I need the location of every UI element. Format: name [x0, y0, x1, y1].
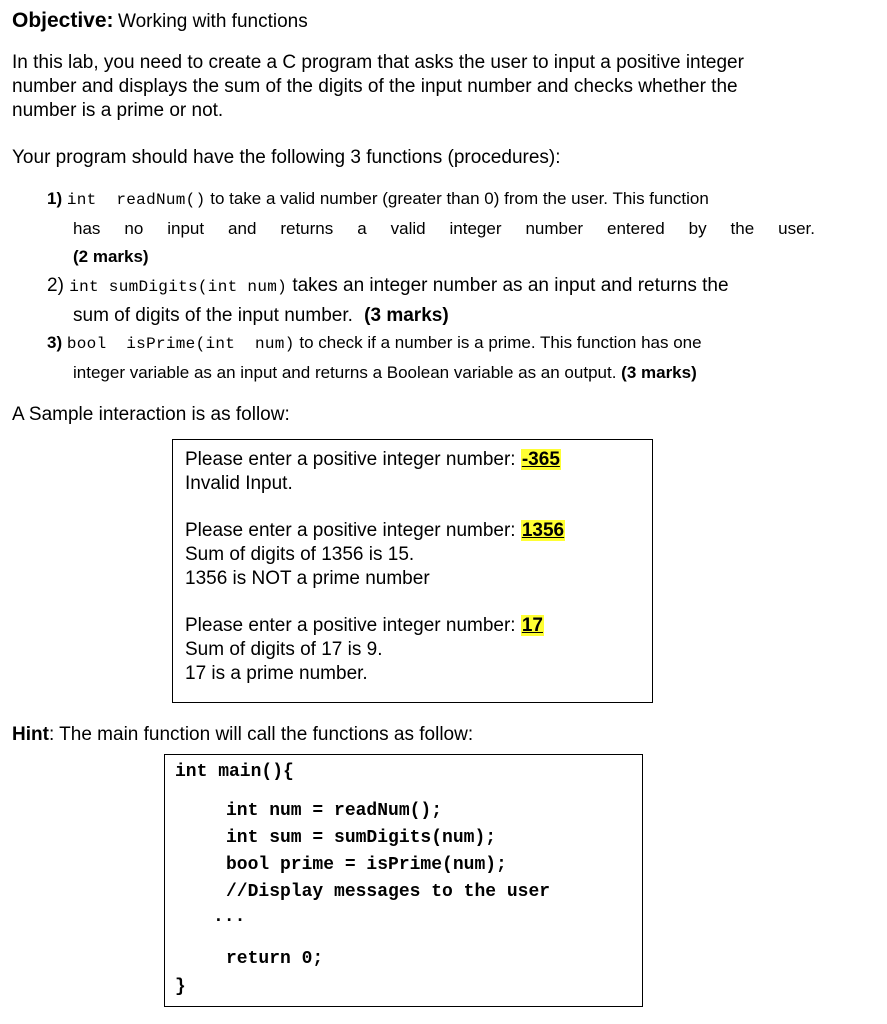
sample-prompt-3 — [185, 614, 544, 638]
function-1-line-1 — [47, 188, 709, 211]
function-1-line-2 — [73, 218, 815, 240]
user-input-highlight: -365 — [521, 449, 560, 470]
function-2-line-1 — [47, 274, 729, 299]
function-3-description-2: integer variable as an input and returns a Boolean variable as an output. — [73, 363, 617, 382]
intro-line-2: number and displays the sum of the digits of the input number and checks whether the — [12, 76, 738, 97]
code-ellipsis: ... — [213, 907, 246, 927]
objective-label: Objective: — [12, 9, 114, 32]
sample-output-line: 17 is a prime number. — [185, 663, 368, 684]
function-1-word: user. — [778, 219, 815, 238]
function-1-description: to take a valid number (greater than 0) from the user. This function — [210, 189, 709, 208]
prompt-text: Please enter a positive integer number: — [185, 520, 521, 541]
sample-output-line: Sum of digits of 1356 is 15. — [185, 544, 415, 565]
function-1-word: and — [228, 219, 257, 238]
function-1-signature: int readNum() — [66, 191, 206, 209]
function-1-word: returns — [280, 219, 334, 238]
sample-output-line: Sum of digits of 17 is 9. — [185, 639, 383, 660]
function-3-number: 3) — [47, 333, 63, 352]
sample-heading: A Sample interaction is as follow: — [12, 404, 290, 425]
prompt-text: Please enter a positive integer number: — [185, 449, 521, 470]
code-line: int sum = sumDigits(num); — [226, 828, 497, 848]
function-1-word: valid — [390, 219, 426, 238]
code-main-open: int main(){ — [175, 762, 294, 782]
code-main-close: } — [175, 977, 186, 997]
user-input-highlight: 1356 — [521, 520, 565, 541]
objective-text: Working with functions — [118, 11, 308, 32]
objective-heading — [12, 8, 308, 36]
function-1-word: the — [730, 219, 755, 238]
function-2-line-2 — [73, 304, 449, 328]
user-input-highlight: 17 — [521, 615, 543, 636]
intro-line-3: number is a prime or not. — [12, 100, 224, 121]
function-3-signature: bool isPrime(int num) — [66, 335, 295, 353]
function-1-word: number — [525, 219, 584, 238]
hint-line — [12, 723, 473, 747]
function-3-marks: (3 marks) — [621, 363, 697, 382]
sample-output-line: 1356 is NOT a prime number — [185, 568, 430, 589]
code-return: return 0; — [226, 949, 324, 969]
functions-intro: Your program should have the following 3 functions (procedures): — [12, 147, 561, 168]
function-2-description: takes an integer number as an input and returns the — [292, 275, 729, 296]
function-3-line-1 — [47, 332, 702, 355]
code-line: bool prime = isPrime(num); — [226, 855, 507, 875]
sample-prompt-2 — [185, 519, 565, 543]
code-comment: //Display messages to the user — [226, 882, 551, 902]
function-1-marks: (2 marks) — [73, 247, 149, 266]
code-line: int num = readNum(); — [226, 801, 443, 821]
intro-line-1: In this lab, you need to create a C program that asks the user to input a positive integer — [12, 52, 744, 73]
hint-label: Hint — [12, 724, 49, 745]
function-2-signature: int sumDigits(int num) — [69, 278, 288, 296]
function-1-word: a — [357, 219, 367, 238]
function-1-word: input — [167, 219, 205, 238]
function-3-description: to check if a number is a prime. This function has one — [299, 333, 702, 352]
function-1-word: no — [124, 219, 144, 238]
prompt-text: Please enter a positive integer number: — [185, 615, 521, 636]
function-3-line-2 — [73, 362, 697, 384]
function-1-word: by — [688, 219, 707, 238]
function-1-number: 1) — [47, 189, 63, 208]
function-1-word: has — [73, 219, 101, 238]
function-2-description-2: sum of digits of the input number. — [73, 305, 353, 326]
function-2-number: 2) — [47, 275, 64, 296]
function-1-word: entered — [607, 219, 665, 238]
sample-output-line: Invalid Input. — [185, 473, 293, 494]
sample-prompt-1 — [185, 448, 561, 472]
function-2-marks: (3 marks) — [364, 305, 449, 326]
hint-text: : The main function will call the functions as follow: — [48, 724, 474, 745]
function-1-word: integer — [449, 219, 502, 238]
